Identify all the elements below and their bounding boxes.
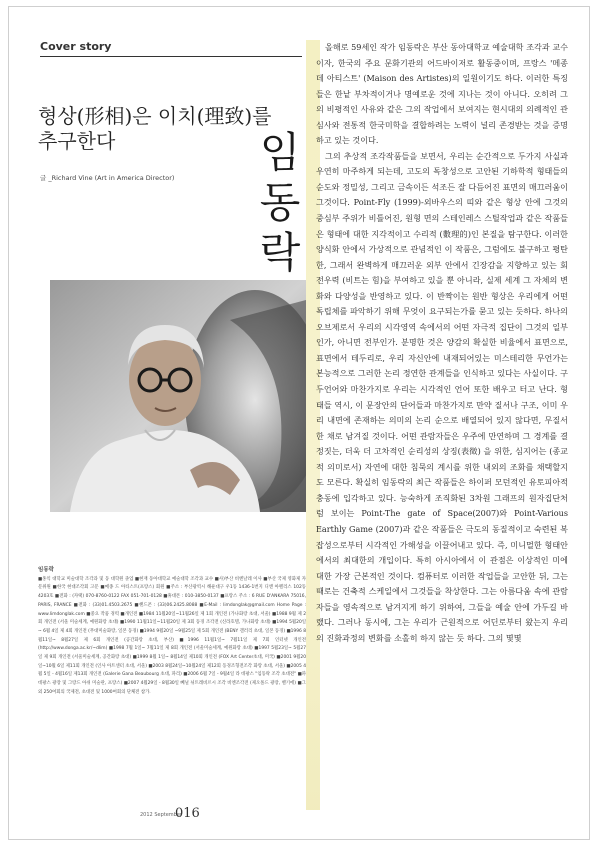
page-number: 016 [175,806,200,821]
section-label: Cover story [40,40,112,53]
portrait-illustration [50,280,306,512]
artist-name-vertical [248,128,312,278]
article-body [316,40,568,646]
bio-text: ■홍익 대학교 미술대학 조각과 및 동 대학원 졸업 ■현재 동아대학교 예술대학 조각과 교수 ■사)부산 비엔날레 이사 ■부산 국제 영화제 자문위원 ■한국 현대조각회 고문 ■메종 드 아티스트(프랑스) 회원 ■주소 : 부산광역시 해운대구 우1동 1436-1번지 디앤 아펠리스 102동 4203호 ■전화 : (자택) 070-8760-0122 FAX 051-701-0128 ■휴대폰 : 010-3850-0137 ■프랑스 주소 : 6 RUE D'ANKARA 75016, PARIS, FRANCE ■전화 : (33)01.4503.2675 ■핸드폰 : (33)06.2425.8088 ■E-Mail : limdonglak@gmail.com Home Page : www.limdonglak.com ■중요 작품 경력 ■개인전 ■1984 11월20일~11월26일 제 1회 개인전 (가나화랑 초대, 서울) ■1988 9월 제 2회 개인전 (서울 미술세계, 예원화랑 초대) ■1990 11월11일~11월20일 제 3회 동경 조각전 (신라호텔, 가나화랑 초대) ■1994 5월20일~ 6월 4일 제 4회 개인전 (무대미술화랑, 일본 동경) ■1994 9월20일 ~9월25일 제 5회 개인전 (BENY 갤러리 초대, 일본 동경) ■1996 8월11일~ 8월27일 제 6회 개인전 (공간화랑 초대, 부산) ■1996 11월1일~ 7월11일 제 7회 인터넷 개인전 (http://www.donga.ac.kr/~dlim) ■1998 7월 1일~ 7월11일 제 8회 개인전 (서울미술세계, 예원화랑 초대) ■1997 5월23일~ 5월27일 제 9회 개인전 (서울미술세계, 공간화랑 초대) ■1999 8월 1일~ 8월14일 제10회 개인전 (FOX Art Center초대, 미국) ■2001 9월20일~10월 6일 제11회 개인전 (인사 아트센터 초대, 서울) ■2003 8월24일~10월24일 제12회 동경조형전조각 화랑 초대, 서울) ■2005 4월 5일 - 4월16일 제13회 개인전 (Galerie Gana Beaubourg 초대, 파리) ■2006 6월 7일 - 9월4일 라 데팡스 "임동락 조각 초대전" ■파 데팡스 광장 및 그랑드 아쉬 미술관, 프랑스) ■2007 4월29일 - 8월30일 뻬닐 뉘트레비르시 조각 비엔조각전 (제오폴드 광장, 벨기에) ■그 외 250여회의 국제전, 초대전 및 1000여회의 단체전 참가. [38,576,306,695]
body-paragraph-2: 그의 추상적 조각작품들을 보면서, 우리는 순간적으로 두가지 사실과 우연히 마주하게 되는데, 고도의 독창성으로 고안된 기하학적 형태들의 순도와 정밀성, 그리고 금속이든 석조든 잘 다듬어진 표면의 매끄러움이 그것이다. Point-Fly (1999)-외바우스의 띠와 같은 형상 안에 그것의 중심부 주위가 비틀어진, 원형 면의 스테인레스 스틸작업과 같은 작품들은 형태에 대한 지각적이고 수리적 (數理的)인 본질을 탐구한다. 이러한 양식화 안에서 가상적으로 관념적인 이 작품은, 그럼에도 불구하고 평탄한, 그래서 완벽하게 매끄러운 외부 안에서 긴장감을 지향하고 있는 회전우력 (비트는 힘)을 부여하고 있을 뿐 아니라, 실제 세계 그 자체의 변화와 다양성을 반영하고 있다. 이 반짝이는 원반 형상은 우리에게 어떤 독립체를 파악하기 위해 무엇이 요구되는가를 묻고 있는 듯하다. 하나의 오브제로서 우리의 시각영역 속에서의 어떤 자극적 집단이 그것의 일부인가, 아니면 전부인가. 분명한 것은 양감의 확실한 비율에서 표면으로, 표면에서 테두리로, 우리 자신안에 내재되어있는 미스테리한 무언가는 본능적으로 그러한 논리 정연한 관계들을 인식하고 있다는 사실이다. 구두언어와 마찬가지로 우리는 시각적인 언어 또한 배우고 터고 난다. 형태들 역시, 이 문장안의 단어들과 마찬가지로 만약 질서나 구조, 이미 우리 내면에 존재하는 의미의 논리 순으로 배열되어 있지 않다면, 무질서한 채로 남겨질 것이다. 어떤 관람자들은 우주에 만연하며 그 경계를 결정짓는, 더욱 더 고차적인 순리성의 상징(表徵) 을 위한, 심지어는 (종교적 의미로서) 자연에 대한 침묵의 계시를 위한 내외의 조화를 채택할지도 모른다. 확실히 임동락의 최근 작품들은 하이퍼 모던적인 유토피아적 충동에 입각하고 있다. 능숙하게 조직화된 3차원 그래프의 원자집단처럼 보이는 Point-The gate of Space(2007)와 Point-Various Earthly Game (2007)과 같은 작품들은 극도의 동질적이고 숙련된 복잡성으로부터 시각적인 가해성을 이끌어내고 있다. 즉, 미니멀한 형태안에서의 최대한의 개입이다. 특히 아시아에서 이 관점은 이상적인 미에 대한 가장 근본적인 것이다. 컴퓨터로 이러한 작업들을 고안한 뒤, 그는 때로는 건축적 스케일에서 그것들을 착상한다. 그는 아름다움 속에 관람자들을 영속적으로 남겨지게 하기 위하여, 그들을 예술 안에 가두길 바랬다. 그러나 동시에, 그는 우리가 근원적으로 어딘로부터 왔는지 우리의 진화과정의 변화를 소홀히 하지 않는 듯 하다. 그의 몇몇 [316,150,568,643]
headline-line-1: 형상(形相)은 이치(理致)를 [38,104,272,128]
name-syllable-3: 락 [259,228,301,277]
page-footer [40,806,310,822]
section-divider [40,56,302,57]
artist-bio [38,566,306,698]
artist-portrait-photo [50,280,306,512]
headline-line-2: 추구한다 [38,129,116,153]
issue-date: 2012 September [140,812,182,818]
name-syllable-1: 임 [259,128,301,177]
name-syllable-2: 동 [259,178,301,227]
byline: 글 _Richard Vine (Art in America Director) [40,174,175,182]
body-paragraph-1: 올해로 59세인 작가 임동락은 부산 동아대학교 예술대학 조각과 교수이자, 한국의 주요 문화기관의 어드바이저로 활동중이며, 프랑스 '메종 데 아티스트' (Maison des Artistes)의 일원이기도 하다. 이러한 특징들은 한낱 부차적이거나 명예로운 것에 지나는 것이 아니다. 오히려 그의 비평적인 사유와 같은 그의 작업에서 보여지는 현시대의 의례적인 관심사와 전통적 한국미학을 결합하려는 노력이 널리 존경받는 것을 증명하고 있는 것이다. [316,42,568,146]
bio-title: 임동락 [38,567,54,573]
